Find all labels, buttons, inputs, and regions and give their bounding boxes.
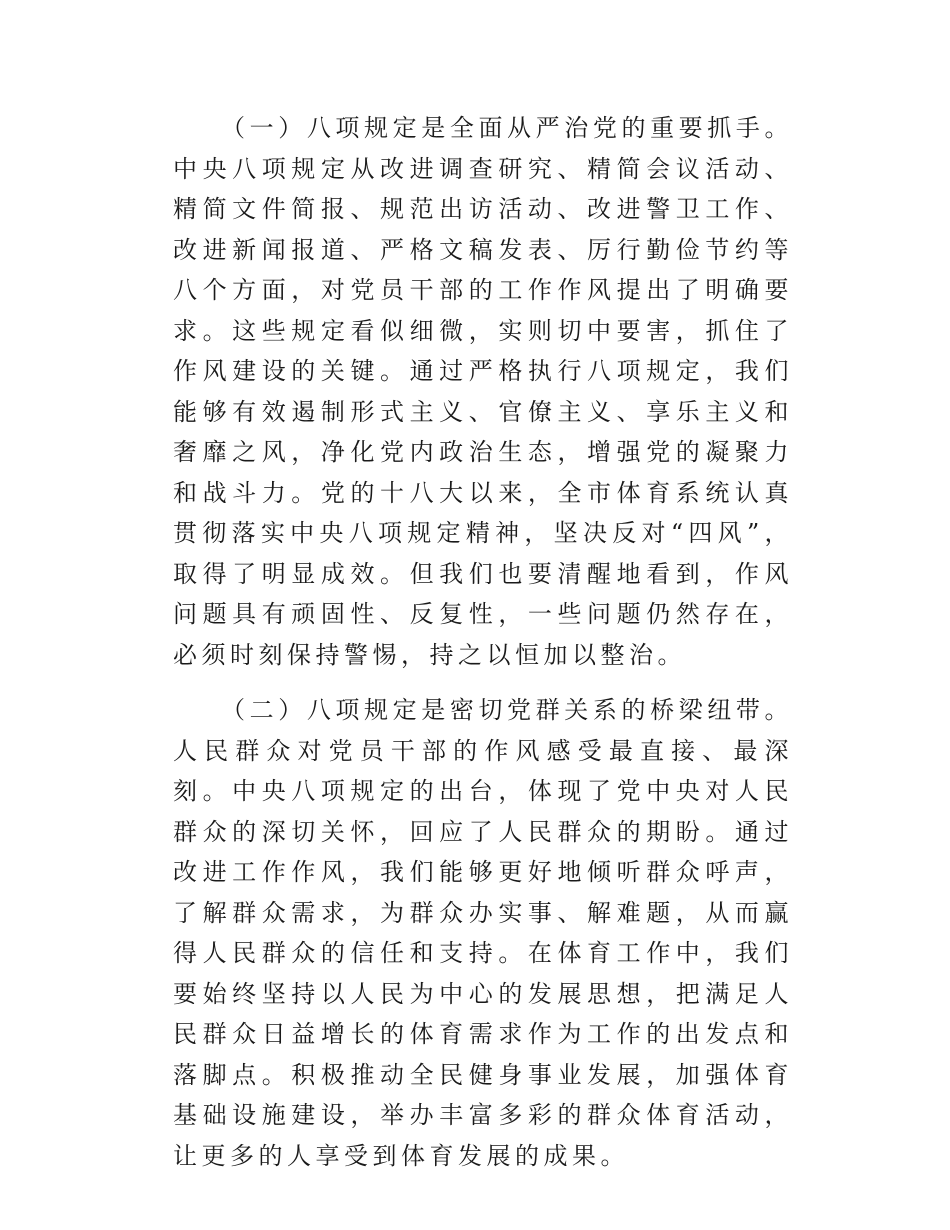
paragraph-1: （一）八项规定是全面从严治党的重要抓手。中央八项规定从改进调查研究、精简会议活动、精简文件简报、规范出访活动、改进警卫工作、改进新闻报道、严格文稿发表、厉行勤俭节约等八个方面，对党员干部的工作作风提出了明确要求。这些规定看似细微，实则切中要害，抓住了作风建设的关键。通过严格执行八项规定，我们能够有效遏制形式主义、官僚主义、享乐主义和奢靡之风，净化党内政治生态，增强党的凝聚力和战斗力。党的十八大以来，全市体育系统认真贯彻落实中央八项规定精神，坚决反对“四风”，取得了明显成效。但我们也要清醒地看到，作风问题具有顽固性、反复性，一些问题仍然存在，必须时刻保持警惕，持之以恒加以整治。 (173, 114, 793, 669)
document-body (173, 108, 793, 1176)
paragraph-2: （二）八项规定是密切党群关系的桥梁纽带。人民群众对党员干部的作风感受最直接、最深刻。中央八项规定的出台，体现了党中央对人民群众的深切关怀，回应了人民群众的期盼。通过改进工作作风，我们能够更好地倾听群众呼声，了解群众需求，为群众办实事、解难题，从而赢得人民群众的信任和支持。在体育工作中，我们要始终坚持以人民为中心的发展思想，把满足人民群众日益增长的体育需求作为工作的出发点和落脚点。积极推动全民健身事业发展，加强体育基础设施建设，举办丰富多彩的群众体育活动，让更多的人享受到体育发展的成果。 (173, 696, 793, 1170)
